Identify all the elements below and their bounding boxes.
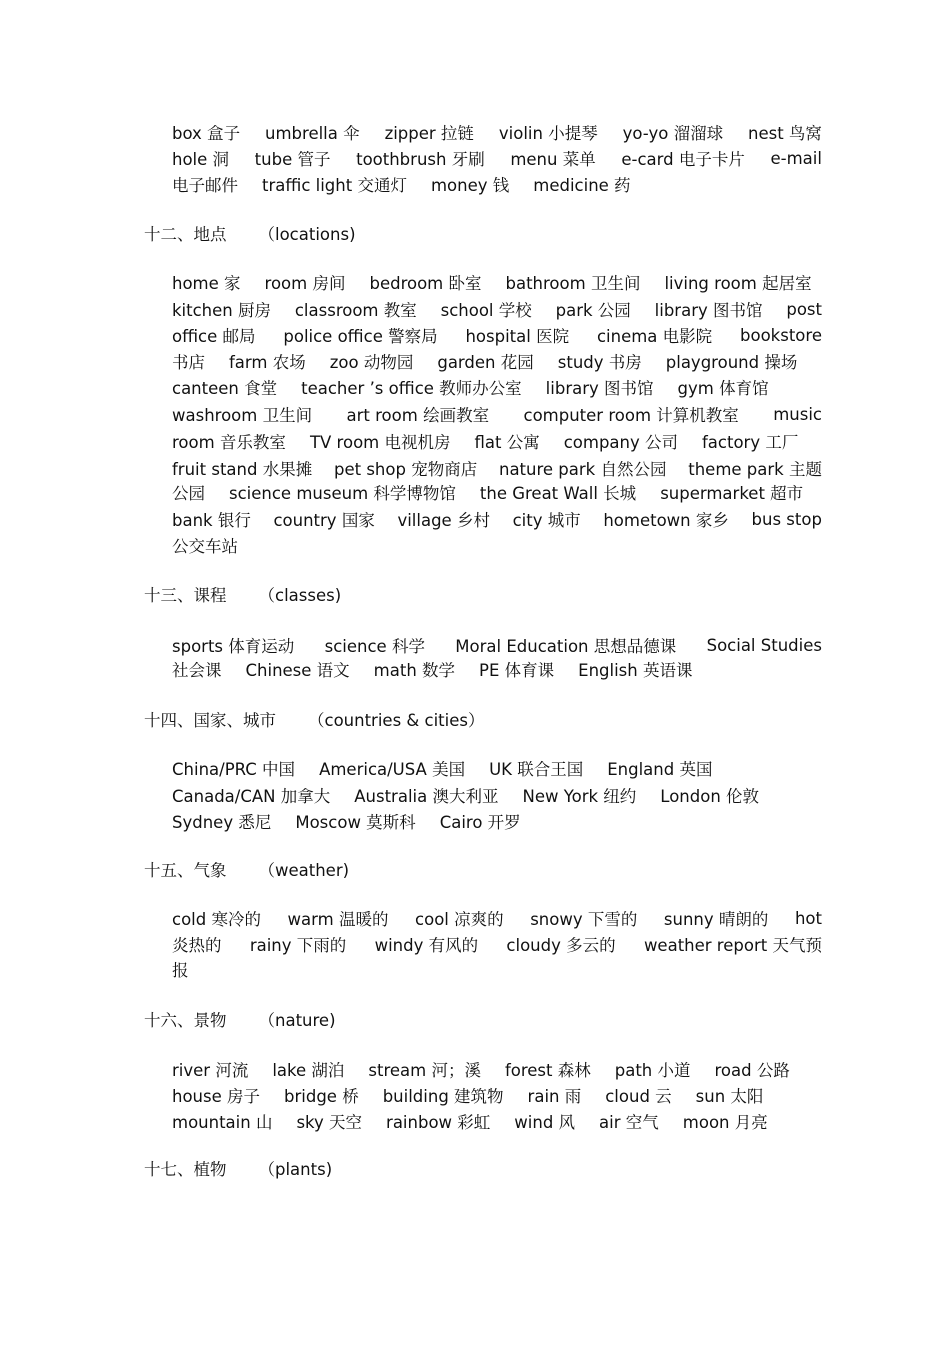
vocab-line: [172, 506, 822, 532]
vocab-entry: garden 花园: [437, 353, 534, 372]
vocab-entry: mountain 山: [172, 1113, 273, 1132]
vocab-entry: China/PRC 中国: [172, 760, 296, 779]
vocab-entry: windy 有风的: [374, 936, 479, 955]
section-heading-english: （weather): [258, 861, 350, 880]
vocab-entry: 炎热的: [172, 936, 222, 955]
vocab-entry: the Great Wall 长城: [479, 484, 637, 503]
vocab-entry: river 河流: [172, 1061, 249, 1080]
vocab-entry: 社会课: [172, 661, 222, 680]
vocab-entry: lake 湖泊: [272, 1061, 345, 1080]
vocab-entry: Australia 澳大利亚: [354, 787, 499, 806]
vocab-entry: 公交车站: [172, 537, 238, 556]
vocab-entry: bridge 桥: [284, 1087, 359, 1106]
section-heading: [144, 220, 356, 246]
vocab-entry: violin 小提琴: [498, 124, 598, 143]
vocab-entry: fruit stand 水果摊: [172, 460, 313, 479]
vocab-entry: post: [786, 299, 822, 319]
vocab-entry: nest 鸟窝: [748, 124, 822, 143]
vocab-entry: theme park 主题: [688, 460, 822, 479]
vocab-line: [172, 479, 822, 505]
vocab-line: [172, 428, 822, 454]
section-heading-english: （plants): [258, 1160, 333, 1179]
vocab-entry: company 公司: [563, 433, 678, 452]
vocab-entry: bookstore: [740, 325, 822, 345]
vocab-entry: sky 天空: [296, 1113, 363, 1132]
vocab-entry: forest 森林: [504, 1061, 591, 1080]
vocab-entry: bank 银行: [172, 511, 251, 530]
section-heading: [144, 1155, 332, 1181]
vocab-entry: Moscow 莫斯科: [295, 813, 416, 832]
vocab-entry: air 空气: [599, 1113, 659, 1132]
vocab-entry: math 数学: [373, 661, 456, 680]
vocab-entry: study 书房: [557, 353, 642, 372]
vocab-entry: sun 太阳: [695, 1087, 764, 1106]
vocab-entry: menu 菜单: [510, 150, 596, 169]
vocab-line: [172, 269, 822, 295]
vocab-entry: playground 操场: [665, 353, 798, 372]
vocab-entry: sunny 晴朗的: [663, 910, 769, 929]
vocab-entry: Chinese 语文: [245, 661, 350, 680]
vocab-entry: zipper 拉链: [384, 124, 474, 143]
vocab-entry: box 盒子: [172, 124, 241, 143]
vocab-entry: school 学校: [440, 301, 532, 320]
vocab-entry: classroom 教室: [294, 301, 417, 320]
section-heading-english: （countries & cities）: [308, 711, 485, 730]
vocab-entry: medicine 药: [533, 176, 631, 195]
vocab-entry: stream 河；溪: [368, 1061, 481, 1080]
vocab-line: [172, 374, 822, 400]
vocab-entry: village 乡村: [397, 511, 490, 530]
section-heading-english: （locations): [258, 225, 356, 244]
vocab-line: [172, 1082, 822, 1108]
vocab-entry: flat 公寓: [474, 433, 540, 452]
vocab-entry: house 房子: [172, 1087, 261, 1106]
vocab-entry: Social Studies: [706, 635, 822, 655]
vocab-entry: hot: [794, 908, 822, 928]
vocab-entry: computer room 计算机教室: [523, 406, 739, 425]
vocab-line: [172, 296, 822, 322]
vocab-entry: Sydney 悉尼: [172, 813, 272, 832]
section-heading: [144, 706, 484, 732]
vocab-entry: moon 月亮: [682, 1113, 768, 1132]
vocab-entry: e-mail: [770, 148, 822, 168]
vocab-line: [172, 905, 822, 931]
vocab-entry: bedroom 卧室: [369, 274, 482, 293]
vocab-entry: hospital 医院: [465, 327, 570, 346]
vocab-entry: room 房间: [264, 274, 346, 293]
section-heading-title: 十五、气象: [144, 861, 227, 880]
vocab-entry: kitchen 厨房: [172, 301, 271, 320]
vocab-entry: nature park 自然公园: [498, 460, 667, 479]
vocab-entry: washroom 卫生间: [172, 406, 313, 425]
vocab-line: [172, 532, 822, 558]
vocab-line: [172, 145, 822, 171]
vocab-entry: gym 体育馆: [677, 379, 769, 398]
vocab-entry: tube 管子: [254, 150, 331, 169]
vocab-entry: building 建筑物: [382, 1087, 504, 1106]
vocab-entry: teacher ’s office 教师办公室: [301, 379, 522, 398]
vocab-entry: hometown 家乡: [603, 511, 729, 530]
vocab-entry: England 英国: [607, 760, 713, 779]
vocab-entry: e-card 电子卡片: [621, 150, 745, 169]
section-heading-english: （nature): [258, 1011, 336, 1030]
vocab-entry: park 公园: [555, 301, 631, 320]
vocab-entry: farm 农场: [229, 353, 306, 372]
vocab-entry: UK 联合王国: [489, 760, 584, 779]
vocab-entry: city 城市: [512, 511, 581, 530]
vocab-line: [172, 632, 822, 658]
vocab-line: [172, 782, 822, 808]
vocab-entry: umbrella 伞: [265, 124, 360, 143]
vocab-entry: home 家: [172, 274, 241, 293]
vocab-line: [172, 1056, 822, 1082]
vocab-entry: country 国家: [273, 511, 375, 530]
vocab-line: [172, 171, 822, 197]
vocab-entry: toothbrush 牙刷: [356, 150, 485, 169]
vocab-entry: cloud 云: [605, 1087, 672, 1106]
vocab-entry: New York 纽约: [522, 787, 637, 806]
vocab-entry: TV room 电视机房: [309, 433, 451, 452]
vocab-entry: road 公路: [714, 1061, 790, 1080]
vocab-line: [172, 956, 822, 982]
vocab-entry: Moral Education 思想品德课: [455, 637, 677, 656]
vocab-entry: English 英语课: [578, 661, 693, 680]
vocab-line: [172, 755, 822, 781]
vocab-entry: rainy 下雨的: [249, 936, 347, 955]
vocab-line: [172, 455, 822, 481]
vocab-entry: library 图书馆: [545, 379, 654, 398]
vocab-line: [172, 656, 822, 682]
vocab-entry: path 小道: [614, 1061, 691, 1080]
vocab-entry: 书店: [172, 353, 205, 372]
vocab-line: [172, 931, 822, 957]
vocab-line: [172, 348, 822, 374]
vocab-entry: zoo 动物园: [329, 353, 414, 372]
section-heading-title: 十三、课程: [144, 586, 227, 605]
vocab-entry: warm 温暖的: [287, 910, 389, 929]
section-heading-english: （classes): [258, 586, 342, 605]
vocab-entry: canteen 食堂: [172, 379, 278, 398]
vocab-entry: cool 凉爽的: [415, 910, 504, 929]
section-heading: [144, 856, 349, 882]
vocab-entry: library 图书馆: [654, 301, 763, 320]
section-heading-title: 十二、地点: [144, 225, 227, 244]
vocab-entry: hole 洞: [172, 150, 230, 169]
section-heading-title: 十四、国家、城市: [144, 711, 276, 730]
vocab-line: [172, 322, 822, 348]
vocab-entry: bus stop: [751, 509, 822, 529]
vocab-entry: PE 体育课: [479, 661, 555, 680]
vocab-entry: Canada/CAN 加拿大: [172, 787, 331, 806]
vocab-line: [172, 401, 822, 427]
vocab-entry: weather report 天气预: [643, 936, 822, 955]
vocab-entry: yo-yo 溜溜球: [622, 124, 724, 143]
section-heading-title: 十六、景物: [144, 1011, 227, 1030]
vocab-line: [172, 1108, 822, 1134]
vocab-entry: 报: [172, 961, 189, 980]
vocab-line: [172, 808, 822, 834]
vocab-entry: science 科学: [324, 637, 425, 656]
section-heading-title: 十七、植物: [144, 1160, 227, 1179]
vocab-entry: Cairo 开罗: [439, 813, 521, 832]
vocab-entry: sports 体育运动: [172, 637, 295, 656]
vocab-line: [172, 119, 822, 145]
vocab-entry: rainbow 彩虹: [386, 1113, 491, 1132]
section-heading: [144, 581, 341, 607]
vocab-entry: pet shop 宠物商店: [333, 460, 478, 479]
vocab-entry: cold 寒冷的: [172, 910, 261, 929]
vocab-entry: music: [773, 404, 822, 424]
vocab-entry: traffic light 交通灯: [262, 176, 407, 195]
vocab-entry: bathroom 卫生间: [505, 274, 641, 293]
vocab-entry: cloudy 多云的: [506, 936, 616, 955]
vocab-entry: office 邮局: [172, 327, 256, 346]
vocab-entry: rain 雨: [527, 1087, 582, 1106]
vocab-entry: living room 起居室: [664, 274, 812, 293]
section-heading: [144, 1006, 336, 1032]
vocab-entry: America/USA 美国: [319, 760, 466, 779]
vocab-entry: 公园: [172, 484, 205, 503]
vocab-entry: art room 绘画教室: [346, 406, 490, 425]
vocab-entry: factory 工厂: [702, 433, 799, 452]
vocab-entry: supermarket 超市: [660, 484, 804, 503]
vocab-entry: room 音乐教室: [172, 433, 286, 452]
vocab-entry: London 伦敦: [660, 787, 760, 806]
vocab-entry: science museum 科学博物馆: [229, 484, 456, 503]
vocab-entry: wind 风: [514, 1113, 576, 1132]
vocab-entry: police office 警察局: [283, 327, 438, 346]
vocab-entry: money 钱: [430, 176, 510, 195]
vocab-entry: snowy 下雪的: [530, 910, 638, 929]
vocab-entry: 电子邮件: [172, 176, 238, 195]
vocab-entry: cinema 电影院: [596, 327, 713, 346]
